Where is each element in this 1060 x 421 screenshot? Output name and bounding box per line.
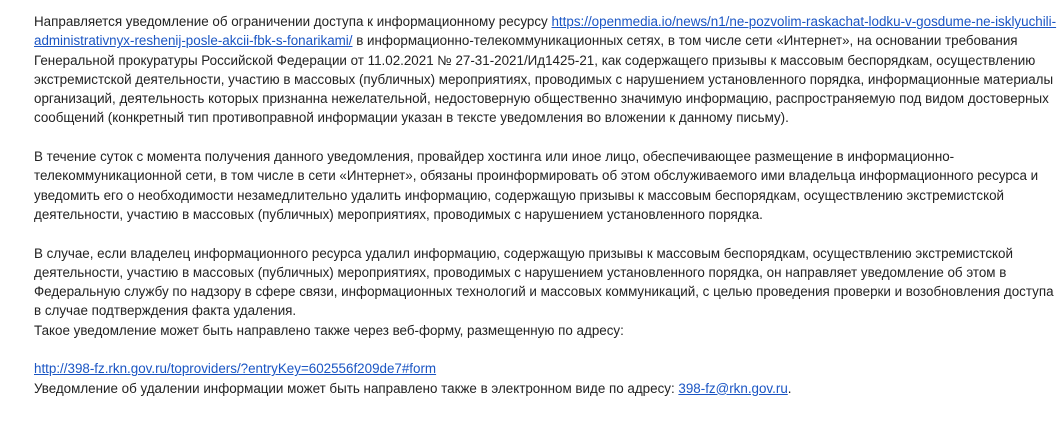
email-notice-paragraph: [34, 379, 1058, 398]
notice-intro-text: Направляется уведомление об ограничении доступа к информационному ресурсу: [34, 14, 552, 29]
notice-basis-text: в информационно-телекоммуникационных сетях, в том числе сети «Интернет», на основании требования Генеральной прокуратуры Российской Федерации от 11.02.2021 № 27-31-2021/Ид1425-21, как содержащего призывы к массовым беспорядкам, осуществлению экстремистской деятельности, участию в массовых (публичных) мероприятиях, проводимых с нарушением установленного порядка, информационные материалы организаций, деятельность которых признанна нежелательной, недостоверную общественно значимую информацию, распространяемую под видом достоверных сообщений (конкретный тип противоправной информации указан в тексте уведомления во вложении к данному письму).: [34, 33, 1054, 126]
web-form-link[interactable]: http://398-fz.rkn.gov.ru/toproviders/?entryKey=602556f209de7#form: [34, 361, 437, 377]
paragraph-spacer: [34, 128, 1058, 147]
resource-link[interactable]: https://openmedia.io/news/n1/ne-pozvolim-raskachat-lodku-v-gosdume-ne-isklyuchili-administrativnyx-reshenij-posle-akcii-fbk-s-fonarikami/: [34, 14, 1057, 49]
web-form-paragraph: Такое уведомление может быть направлено также через веб-форму, размещенную по адресу:: [34, 322, 624, 338]
email-notice-end: .: [787, 380, 792, 396]
owner-deletion-paragraph: В случае, если владелец информационного ресурса удалил информацию, содержащую призывы к массовым беспорядкам, осуществлению экстремистской деятельности, участию в массовых (публичных) мероприятиях, проводимых с нарушением установленного порядка, он направляет уведомление об этом в Федеральную службу по надзору в сфере связи, информационных технологий и массовых коммуникаций, с целью проведения проверки и возобновления доступа в случае подтверждения факта удаления.: [34, 245, 1054, 319]
web-form-link-line: [34, 359, 1058, 378]
rkn-email-link[interactable]: 398-fz@rkn.gov.ru: [678, 380, 788, 396]
email-notice-text: Уведомление об удалении информации может быть направлено также в электронном виде по адресу:: [34, 380, 679, 396]
paragraph-spacer: [34, 340, 1058, 359]
notice-paragraph: [34, 12, 1058, 128]
email-body: [34, 12, 1058, 398]
hosting-provider-paragraph: В течение суток с момента получения данного уведомления, провайдер хостинга или иное лицо, обеспечивающее размещение в информационно-телекоммуникационной сети, в том числе в сети «Интернет», обязаны проинформировать об этом обслуживаемого ими владельца информационного ресурса и уведомить его о необходимости незамедлительно удалить информацию, содержащую призывы к массовым беспорядкам, осуществлению экстремистской деятельности, участию в массовых (публичных) мероприятиях, проводимых с нарушением установленного порядка.: [34, 149, 1039, 222]
paragraph-spacer: [34, 224, 1058, 243]
